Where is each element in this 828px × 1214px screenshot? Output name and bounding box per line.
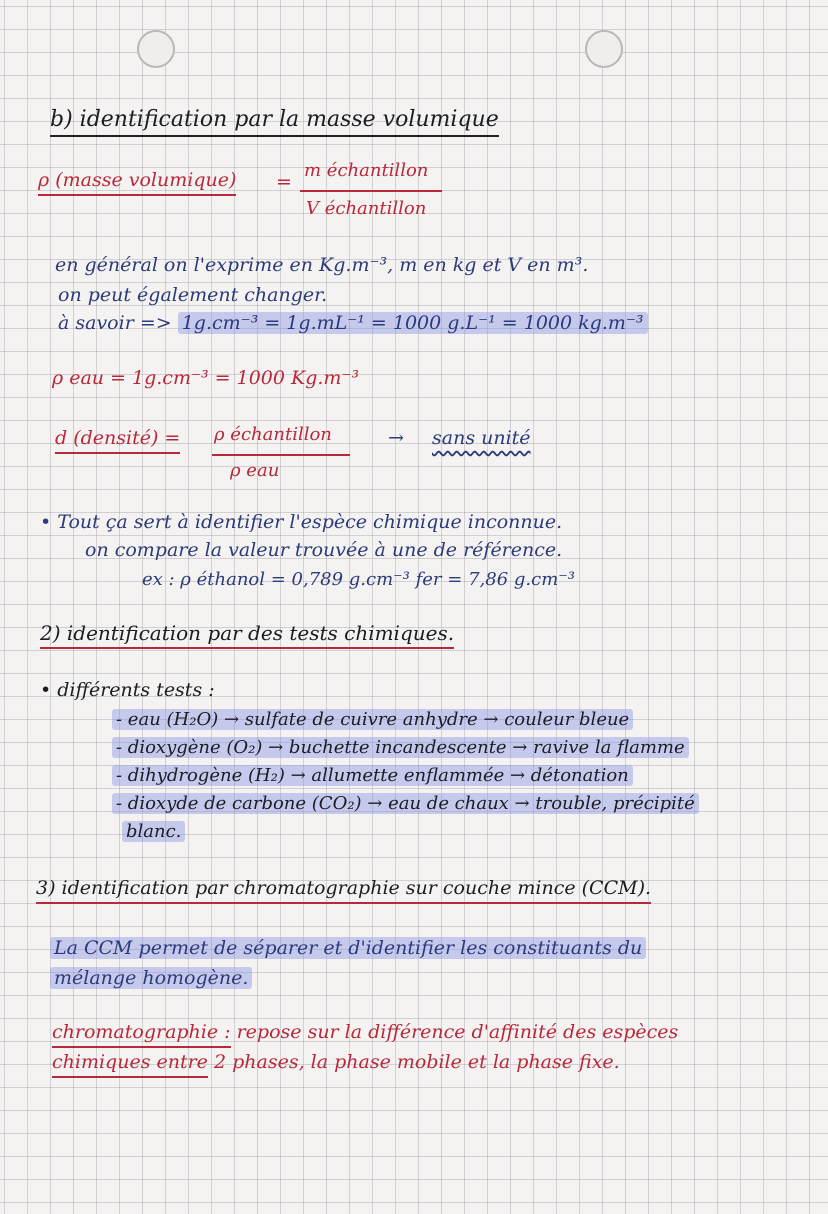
test-eau xyxy=(112,710,633,730)
tout-line-1: • Tout ça sert à identifier l'espèce chimique inconnue. xyxy=(40,511,563,533)
densite-denominator: ρ eau xyxy=(230,460,280,481)
test-dioxygene xyxy=(112,738,689,758)
test-dioxyde-carbone-text: - dioxyde de carbone (CO₂) → eau de chaux → trouble, précipité xyxy=(112,793,699,814)
ccm-line-2-text: mélange homogène. xyxy=(50,967,252,989)
binder-hole-right xyxy=(585,30,623,68)
ccm-line-1-text: La CCM permet de séparer et d'identifier les constituants du xyxy=(50,937,646,959)
test-dihydrogene xyxy=(112,766,633,786)
unit-conversions-highlight: 1g.cm⁻³ = 1g.mL⁻¹ = 1000 g.L⁻¹ = 1000 kg.m⁻³ xyxy=(178,312,648,334)
a-savoir: à savoir => xyxy=(58,312,172,334)
example-line: ex : ρ éthanol = 0,789 g.cm⁻³ fer = 7,86 g.cm⁻³ xyxy=(142,569,575,590)
arrow: → xyxy=(388,427,404,449)
test-tail-text: blanc. xyxy=(122,821,185,842)
densite-fraction-bar xyxy=(212,454,350,456)
test-dioxygene-text: - dioxygène (O₂) → buchette incandescente → ravive la flamme xyxy=(112,737,689,758)
section-b-title: b) identification par la masse volumique xyxy=(50,108,499,137)
rho-numerator: m échantillon xyxy=(304,160,429,181)
test-tail xyxy=(122,822,185,842)
section-3-title: 3) identification par chromatographie sur couche mince (CCM). xyxy=(36,878,651,904)
rho-eau: ρ eau = 1g.cm⁻³ = 1000 Kg.m⁻³ xyxy=(52,367,360,389)
test-dioxyde-carbone xyxy=(112,794,699,814)
chimiques-entre: chimiques entre xyxy=(52,1051,208,1078)
chromatographie-line-2 xyxy=(52,1052,620,1073)
densite-numerator: ρ échantillon xyxy=(214,424,332,445)
rho-equals: = xyxy=(276,171,292,193)
rho-fraction-bar xyxy=(300,190,442,192)
rho-denominator: V échantillon xyxy=(306,198,427,219)
binder-hole-left xyxy=(137,30,175,68)
chromatographie-def-1: repose sur la différence d'affinité des espèces xyxy=(230,1021,679,1043)
unit-line-3 xyxy=(58,313,648,334)
sans-unite: sans unité xyxy=(432,427,531,449)
chromatographie-def-2: 2 phases, la phase mobile et la phase fixe. xyxy=(207,1051,620,1073)
section-2-title: 2) identification par des tests chimiques. xyxy=(40,622,454,649)
ccm-line-2 xyxy=(50,968,252,989)
unit-line-1: en général on l'exprime en Kg.m⁻³, m en kg et V en m³. xyxy=(55,254,589,276)
rho-label: ρ (masse volumique) xyxy=(38,170,236,196)
chromatographie-line-1 xyxy=(52,1022,678,1043)
tests-intro: • différents tests : xyxy=(40,679,215,701)
densite-label: d (densité) = xyxy=(55,428,180,454)
test-dihydrogene-text: - dihydrogène (H₂) → allumette enflammée → détonation xyxy=(112,765,633,786)
tout-line-2: on compare la valeur trouvée à une de référence. xyxy=(85,539,563,561)
test-eau-text: - eau (H₂O) → sulfate de cuivre anhydre → couleur bleue xyxy=(112,709,633,730)
chromatographie-label: chromatographie : xyxy=(52,1021,231,1048)
unit-line-2: on peut également changer. xyxy=(58,284,328,306)
ccm-line-1 xyxy=(50,938,646,959)
